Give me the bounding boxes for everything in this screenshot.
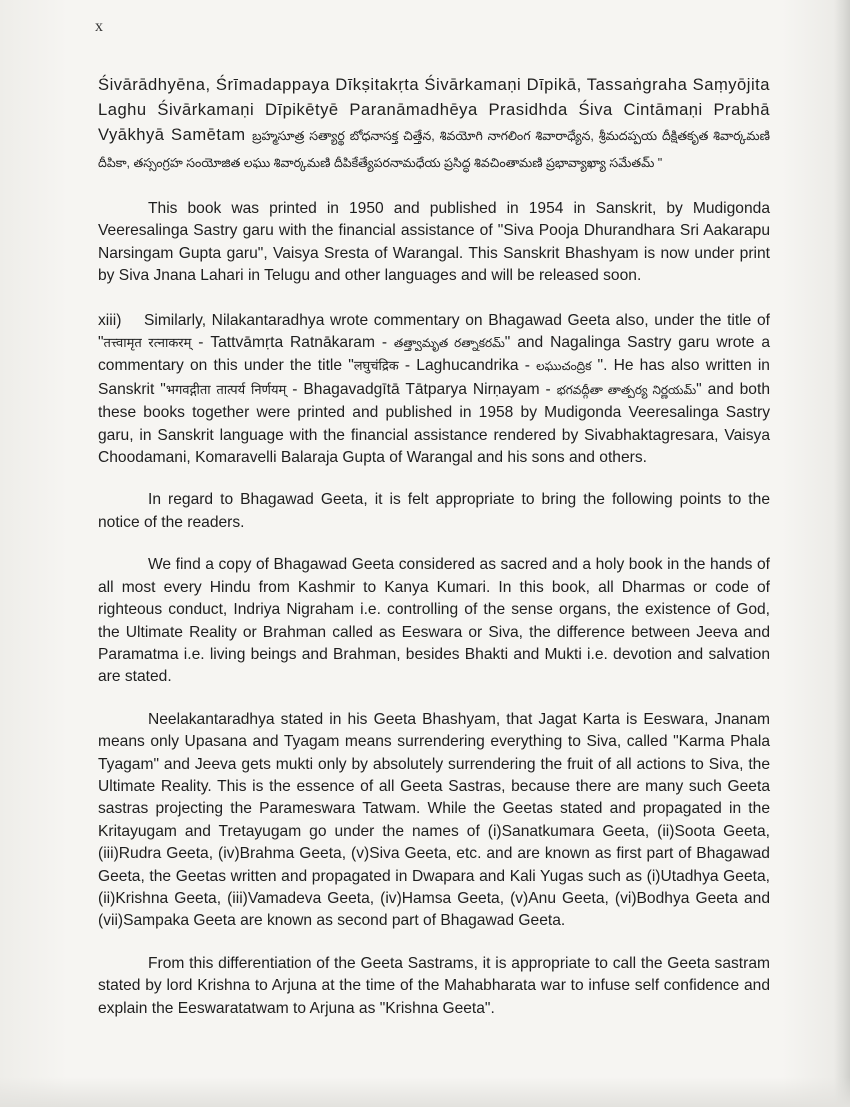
devanagari-title: भगवद्गीता तात्पर्य निर्णयम् (165, 382, 287, 398)
title-telugu: బ్రహ్మసూత్ర సత్యార్థ బోధనాసక్త చిత్తేన, శివయోగి నాగలింగ శివారాధ్యేన, శ్రీమదప్పయ దీక్షితకృత శివార్కమణి దీపికా, తస్సంగ్రహ సంయోజిత లఘు శివార్కమణి దీపికేత్యేపరనామధేయ ప్రసిద్ధ శివచింతామణి ప్రభావ్యాఖ్యా సమేతమ్ " (98, 129, 770, 170)
page-content (98, 72, 770, 1020)
telugu-title: లఘుచంద్రిక (536, 359, 592, 374)
page-number: x (95, 18, 103, 35)
telugu-title: తత్త్వామృత రత్నాకరమ్ (393, 336, 505, 351)
paragraph-holy-book: We find a copy of Bhagawad Geeta considered as sacred and a holy book in the hands of all most every Hindu from Kashmir to Kanya Kumari. In this book, all Dharmas or code of righteous conduct, Indriya Nigraham i.e. controlling of the sense organs, the existence of God, the Ultimate Reality or Brahman called as Eeswara or Siva, the difference between Jeeva and Paramatma i.e. living beings and Brahman, besides Bhakti and Mukti i.e. devotion and salvation are stated. (98, 556, 770, 686)
paragraph-geeta-bhashyam: Neelakantaradhya stated in his Geeta Bhashyam, that Jagat Karta is Eeswara, Jnanam means only Upasana and Tyagam means surrendering everything to Siva, called "Karma Phala Tyagam" and Jeeva gets mukti only by absolutely surrendering the fruit of all actions to Siva, the Ultimate Reality. This is the essence of all Geeta Sastras, because there are many such Geeta sastras projecting the Parameswara Tatwam. While the Geetas stated and propagated in the Kritayugam and Tretayugam go under the names of (i)Sanatkumara Geeta, (ii)Soota Geeta, (iii)Rudra Geeta, (iv)Brahma Geeta, (v)Siva Geeta, etc. and are known as first part of Bhagawad Geeta, the Geetas written and propagated in Dwapara and Kali Yugas such as (i)Utadhya Geeta, (ii)Krishna Geeta, (iii)Vamadeva Geeta, (iv)Hamsa Geeta, (v)Anu Geeta, (vi)Bodhya Geeta and (vii)Sampaka Geeta are known as second part of Bhagawad Geeta. (98, 710, 770, 930)
text-run: Similarly, Nilakantaradhya wrote commentary on Bhagawad Geeta also, under the title of " (98, 311, 770, 352)
devanagari-title: तत्त्वामृत रत्नाकरम् (103, 336, 192, 352)
text-run: " and both these books together were printed and published in 1958 by Mudigonda Veeresalinga Sastry garu, in Sanskrit language with the financial assistance rendered by Sivabhaktagresara, Vaisya Choodamani, Komaravelli Balaraja Gupta of Warangal and his sons and others. (98, 380, 770, 467)
text-run: ". He has also written in Sanskrit " (98, 357, 770, 398)
text-run: - Bhagavadgītā Tātparya Nirṇayam - (286, 380, 557, 398)
text-run: - Tattvāmṛta Ratnākaram - (191, 334, 394, 352)
title-block (98, 72, 770, 176)
title-roman: Śivārādhyēna, Śrīmadappaya Dīkṣitakṛta Śivārkamaṇi Dīpikā, Tassaṅgraha Saṃyōjita Laghu Śivārkamaṇi Dīpikētyē Paranāmadhēya Prasidhda Śiva Cintāmaṇi Prabhā Vyākhyā Samētam (98, 75, 770, 144)
paragraph-krishna-geeta: From this differentiation of the Geeta Sastrams, it is appropriate to call the Geeta sastram stated by lord Krishna to Arjuna at the time of the Mahabharata war to infuse self confidence and explain the Eeswaratatwam to Arjuna as "Krishna Geeta". (98, 954, 770, 1017)
text-run: " and Nagalinga Sastry garu wrote a commentary on this under the title " (98, 334, 770, 375)
paragraph-regard: In regard to Bhagawad Geeta, it is felt appropriate to bring the following points to the notice of the readers. (98, 491, 770, 531)
devanagari-title: लघुचंद्रिक (353, 359, 399, 375)
page-edge-shadow (834, 0, 850, 1107)
page-bottom-shadow (0, 1077, 850, 1107)
text-run: - Laghucandrika - (398, 357, 537, 375)
paragraph-xiii (98, 310, 770, 470)
paragraph-publication: This book was printed in 1950 and published in 1954 in Sanskrit, by Mudigonda Veeresalinga Sastry garu with the financial assistance of "Siva Pooja Dhurandhara Sri Aakarapu Narsingam Gupta garu", Vaisya Sresta of Warangal. This Sanskrit Bhashyam is now under print by Siva Jnana Lahari in Telugu and other languages and will be released soon. (98, 200, 770, 285)
telugu-title: భగవద్గీతా తాత్పర్య నిర్ణయమ్ (556, 382, 697, 397)
list-label: xiii) (98, 311, 122, 329)
